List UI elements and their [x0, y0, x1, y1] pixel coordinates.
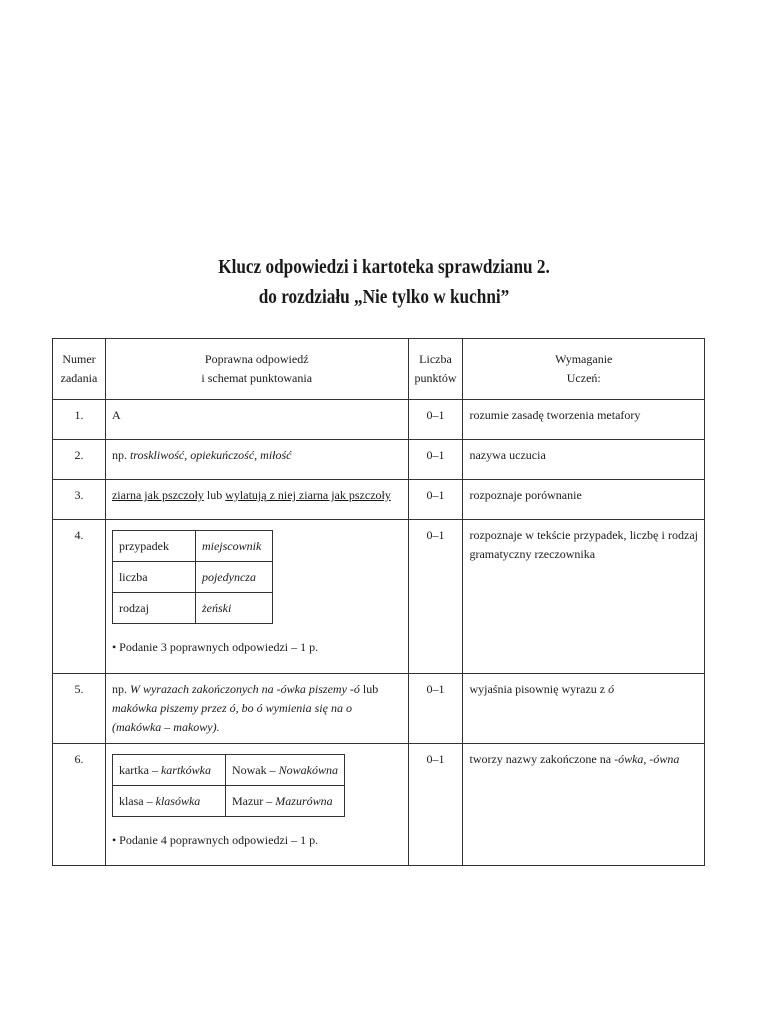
inner-label: przypadek	[112, 531, 195, 562]
table-row	[53, 520, 705, 674]
page-title	[0, 252, 768, 312]
inner-label: liczba	[112, 562, 195, 593]
table-row	[53, 400, 705, 440]
task-number: 1.	[53, 400, 106, 440]
header-requirement-line2: Uczeń:	[566, 371, 601, 385]
table-row	[53, 440, 705, 480]
scoring-note: • Podanie 4 poprawnych odpowiedzi – 1 p.	[111, 833, 319, 847]
table-row	[53, 674, 705, 744]
header-requirement-line1: Wymaganie	[555, 352, 613, 366]
header-number-line1: Numer	[62, 352, 96, 366]
header-answer-line1: Poprawna odpowiedź	[204, 352, 309, 366]
requirement-italic: ó	[608, 682, 615, 696]
answer-italic: troskliwość, opiekuńczość, miłość	[129, 448, 292, 462]
inner-value: pojedyncza	[195, 562, 272, 593]
word-formation-table	[112, 754, 345, 817]
answer-connector: lub	[203, 488, 226, 502]
answer-prefix: np.	[111, 682, 130, 696]
cell-italic: Nowakówna	[278, 762, 338, 777]
table-row	[53, 744, 705, 866]
header-answer-line2: i schemat punktowania	[201, 371, 313, 385]
inner-cell	[112, 755, 225, 786]
header-points-line1: Liczba	[419, 352, 452, 366]
requirement-prefix: tworzy nazwy zakończone na	[469, 752, 615, 766]
task-points: 0–1	[408, 400, 463, 440]
task-answer	[105, 440, 408, 480]
requirement-italic: -ówka, -ówna	[614, 752, 680, 766]
task-points: 0–1	[408, 520, 463, 674]
answer-key-table	[52, 338, 705, 866]
task-requirement: rozumie zasadę tworzenia metafory	[463, 400, 705, 440]
cell-plain: Nowak –	[231, 762, 279, 777]
inner-row	[112, 562, 272, 593]
task-answer: A	[105, 400, 408, 440]
answer-prefix: np.	[111, 448, 130, 462]
cell-plain: kartka –	[118, 762, 161, 777]
inner-cell	[112, 786, 225, 817]
scoring-note: • Podanie 3 poprawnych odpowiedzi – 1 p.	[111, 640, 319, 654]
header-answer	[105, 339, 408, 400]
answer-underlined-1: ziarna jak pszczoły	[111, 488, 204, 502]
task-requirement: nazywa uczucia	[463, 440, 705, 480]
task-requirement: rozpoznaje porównanie	[463, 480, 705, 520]
title-line-1: Klucz odpowiedzi i kartoteka sprawdzianu 2.	[218, 256, 550, 278]
inner-value: miejscownik	[195, 531, 272, 562]
header-points-line2: punktów	[414, 371, 457, 385]
inner-row	[112, 786, 344, 817]
task-points: 0–1	[408, 440, 463, 480]
inner-value: żeński	[195, 593, 272, 624]
task-answer	[105, 744, 408, 866]
task-number: 2.	[53, 440, 106, 480]
answer-italic-1: W wyrazach zakończonych na -ówka piszemy -ó	[129, 682, 360, 696]
header-number-line2: zadania	[60, 371, 98, 385]
inner-label: rodzaj	[112, 593, 195, 624]
grammar-table	[112, 530, 273, 624]
task-points: 0–1	[408, 744, 463, 866]
task-points: 0–1	[408, 674, 463, 744]
header-row	[53, 339, 705, 400]
header-requirement	[463, 339, 705, 400]
inner-row	[112, 593, 272, 624]
inner-cell	[225, 755, 344, 786]
header-number	[53, 339, 106, 400]
table-row	[53, 480, 705, 520]
task-number: 3.	[53, 480, 106, 520]
answer-connector: lub	[359, 682, 379, 696]
cell-italic: klasówka	[155, 793, 201, 808]
task-number: 6.	[53, 744, 106, 866]
title-line-2: do rozdziału „Nie tylko w kuchni”	[258, 286, 510, 308]
answer-italic-2: makówka piszemy przez ó, bo ó wymienia się na o (makówka – makowy).	[111, 701, 352, 734]
inner-row	[112, 755, 344, 786]
inner-cell	[225, 786, 344, 817]
cell-plain: Mazur –	[231, 793, 276, 808]
task-requirement	[463, 744, 705, 866]
task-answer	[105, 520, 408, 674]
cell-italic: Mazurówna	[275, 793, 333, 808]
task-number: 4.	[53, 520, 106, 674]
task-points: 0–1	[408, 480, 463, 520]
task-answer	[105, 674, 408, 744]
task-number: 5.	[53, 674, 106, 744]
cell-plain: klasa –	[118, 793, 156, 808]
header-points	[408, 339, 463, 400]
inner-row	[112, 531, 272, 562]
task-answer	[105, 480, 408, 520]
requirement-prefix: wyjaśnia pisownię wyrazu z	[469, 682, 609, 696]
cell-italic: kartkówka	[160, 762, 211, 777]
task-requirement: rozpoznaje w tekście przypadek, liczbę i rodzaj gramatyczny rzeczownika	[463, 520, 705, 674]
answer-underlined-2: wylatują z niej ziarna jak pszczoły	[225, 488, 391, 502]
task-requirement	[463, 674, 705, 744]
